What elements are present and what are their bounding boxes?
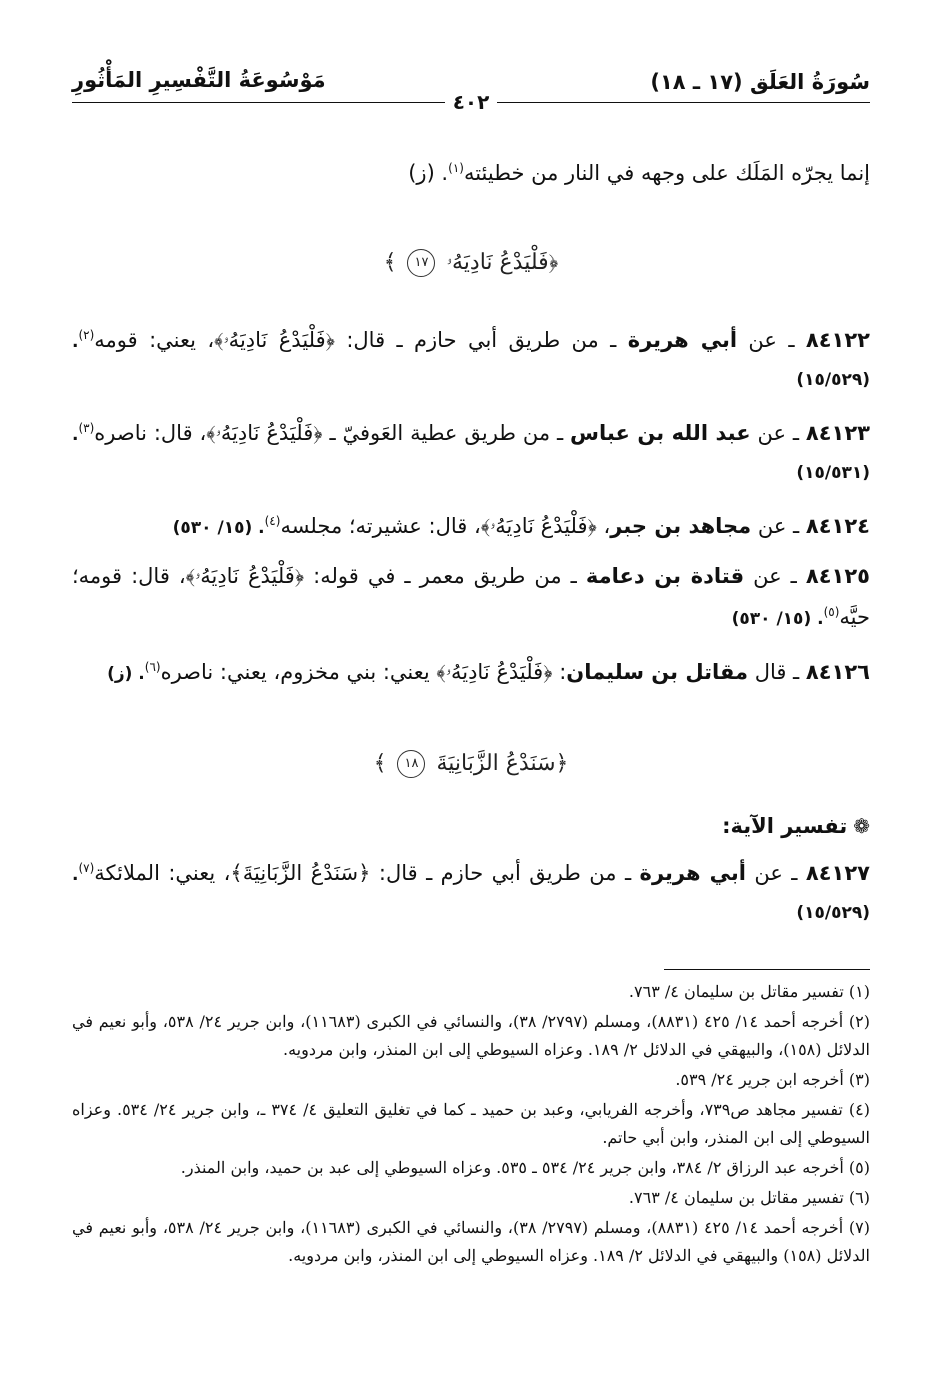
entry-body: ـ من طريق أبي حازم ـ قال: ﴿سَنَدْعُ الزَّبَانِيَةَ﴾، يعني: الملائكة (94, 861, 640, 885)
verse-number-badge: ١٨ (397, 750, 425, 778)
entry-narrator: قتادة بن دعامة (585, 564, 745, 588)
entry-prefix: ـ عن (745, 861, 798, 885)
entry-ref: . (١٥/ ٥٣٠) (172, 518, 265, 538)
entry-body: ـ من طريق أبي حازم ـ قال: ﴿فَلْيَدْعُ نَادِيَهُۥ﴾، يعني: قومه (94, 328, 628, 352)
footnote: (١) تفسير مقاتل بن سليمان ٤/ ٧٦٣. (628, 982, 870, 1001)
verse-close: ﴾ (373, 751, 387, 776)
entry-prefix: ـ قال (748, 660, 800, 684)
footnote-ref: (٤) (264, 514, 281, 528)
verse-heading-17 (72, 249, 870, 277)
verse-text: ﴿سَنَدْعُ الزَّبَانِيَةَ (436, 751, 569, 776)
surah-title: سُورَةُ العَلَق (١٧ ـ ١٨) (650, 70, 870, 94)
footnote-ref: (٥) (823, 605, 840, 619)
intro-text: إنما يجرّه المَلَك على وجهه في النار من خطيئته (463, 161, 870, 185)
narration-entry (72, 317, 870, 398)
footnote-ref: (٦) (144, 660, 161, 674)
entry-body: ، ﴿فَلْيَدْعُ نَادِيَهُۥ﴾، قال: عشيرته؛ مجلسه (280, 514, 611, 538)
book-title: مَوْسُوعَةُ التَّفْسِيرِ المَأْثُورِ (72, 68, 326, 92)
verse-heading-18 (72, 750, 870, 778)
entry-prefix: ـ عن (751, 514, 800, 538)
section-title: تفسير الآية: (722, 814, 848, 838)
narration-entry (72, 503, 870, 546)
entry-body: : ﴿فَلْيَدْعُ نَادِيَهُۥ﴾ يعني: بني مخزوم، يعني: ناصره (160, 660, 567, 684)
footnote: (٦) تفسير مقاتل بن سليمان ٤/ ٧٦٣. (628, 1188, 870, 1207)
footnote: (٤) تفسير مجاهد ص٧٣٩، وأخرجه الفريابي، وعبد بن حميد ـ كما في تغليق التعليق ٤/ ٣٧٤ ـ، وابن جرير ٢٤/ ٥٣٤. وعزاه السيوطي إلى ابن المنذر، وابن أبي حاتم. (72, 1100, 870, 1147)
verse-text: ﴿فَلْيَدْعُ نَادِيَهُۥ (446, 250, 559, 275)
entry-number: ٨٤١٢٤ (805, 514, 870, 538)
entry-number: ٨٤١٢٦ (805, 660, 870, 684)
entry-number: ٨٤١٢٢ (805, 328, 870, 352)
entry-narrator: أبي هريرة (627, 328, 738, 352)
narration-entry (72, 850, 870, 931)
footnote-separator (664, 969, 870, 970)
footnote: (٢) أخرجه أحمد ١٤/ ٤٢٥ (٨٨٣١)، ومسلم (٢٧٩٧/ ٣٨)، والنسائي في الكبرى (١١٦٨٣)، وابن جرير ٢٤/ ٥٣٨، وأبو نعيم في الدلائل (١٥٨)، والبيهقي في الدلائل ٢/ ١٨٩. وعزاه السيوطي إلى ابن المنذر، وابن مردويه. (72, 1012, 870, 1059)
entry-narrator: مجاهد بن جبر (610, 514, 752, 538)
narration-entry (72, 649, 870, 692)
footnote: (٣) أخرجه ابن جرير ٢٤/ ٥٣٩. (675, 1070, 870, 1089)
page-number-wrap (72, 90, 870, 114)
narration-entry (72, 558, 870, 637)
entry-ref: . (١٥/ ٥٣٠) (731, 609, 824, 629)
flower-icon: ❁ (853, 814, 870, 838)
section-heading (72, 808, 870, 844)
entries-list (72, 317, 870, 692)
footnote: (٧) أخرجه أحمد ١٤/ ٤٢٥ (٨٨٣١)، ومسلم (٢٧٩٧/ ٣٨)، والنسائي في الكبرى (١١٦٨٣)، وابن جرير ٢٤/ ٥٣٨، وأبو نعيم في الدلائل (١٥٨) والبيهقي في الدلائل ٢/ ١٨٩. وعزاه السيوطي إلى ابن المنذر، وابن مردويه. (72, 1218, 870, 1265)
entry-prefix: ـ عن (737, 328, 795, 352)
footnote: (٥) أخرجه عبد الرزاق ٢/ ٣٨٤، وابن جرير ٢٤/ ٥٣٤ ـ ٥٣٥. وعزاه السيوطي إلى عبد بن حميد، وابن المنذر. (180, 1158, 870, 1177)
entry-ref: . (١٥/٥٣١) (72, 425, 870, 483)
footnote-ref: (٧) (78, 861, 95, 875)
footnotes-list (72, 978, 870, 1270)
narration-entry (72, 410, 870, 491)
entry-narrator: مقاتل بن سليمان (566, 660, 749, 684)
entry-ref: . (١٥/٥٢٩) (72, 865, 870, 923)
verse-number-badge: ١٧ (407, 249, 435, 277)
entry-prefix: ـ عن (744, 564, 797, 588)
page-number: ٤٠٢ (445, 90, 498, 114)
entry-number: ٨٤١٢٧ (805, 861, 870, 885)
footnote-ref: (١) (448, 161, 464, 175)
entry-ref: . (١٥/٥٢٩) (72, 332, 870, 390)
entry-narrator: عبد الله بن عباس (570, 421, 751, 445)
entry-body: ـ من طريق معمر ـ في قوله: ﴿فَلْيَدْعُ نَادِيَهُۥ﴾، قال: قومه؛ حيَّه (72, 564, 870, 629)
entry-body: ـ من طريق عطية العَوفيّ ـ ﴿فَلْيَدْعُ نَادِيَهُۥ﴾، قال: ناصره (94, 421, 571, 445)
intro-paragraph (72, 150, 870, 191)
footnote-ref: (٢) (78, 328, 95, 342)
entry-narrator: أبي هريرة (639, 861, 746, 885)
entry-prefix: ـ عن (750, 421, 800, 445)
book-page (72, 60, 870, 1272)
page-header (72, 60, 870, 114)
entry-ref: . (ز) (107, 664, 145, 684)
entry-number: ٨٤١٢٥ (805, 564, 870, 588)
verse-close: ﴾ (383, 250, 397, 275)
entry-number: ٨٤١٢٣ (805, 421, 870, 445)
intro-tail: . (ز) (408, 161, 449, 185)
footnote-ref: (٣) (78, 421, 95, 435)
